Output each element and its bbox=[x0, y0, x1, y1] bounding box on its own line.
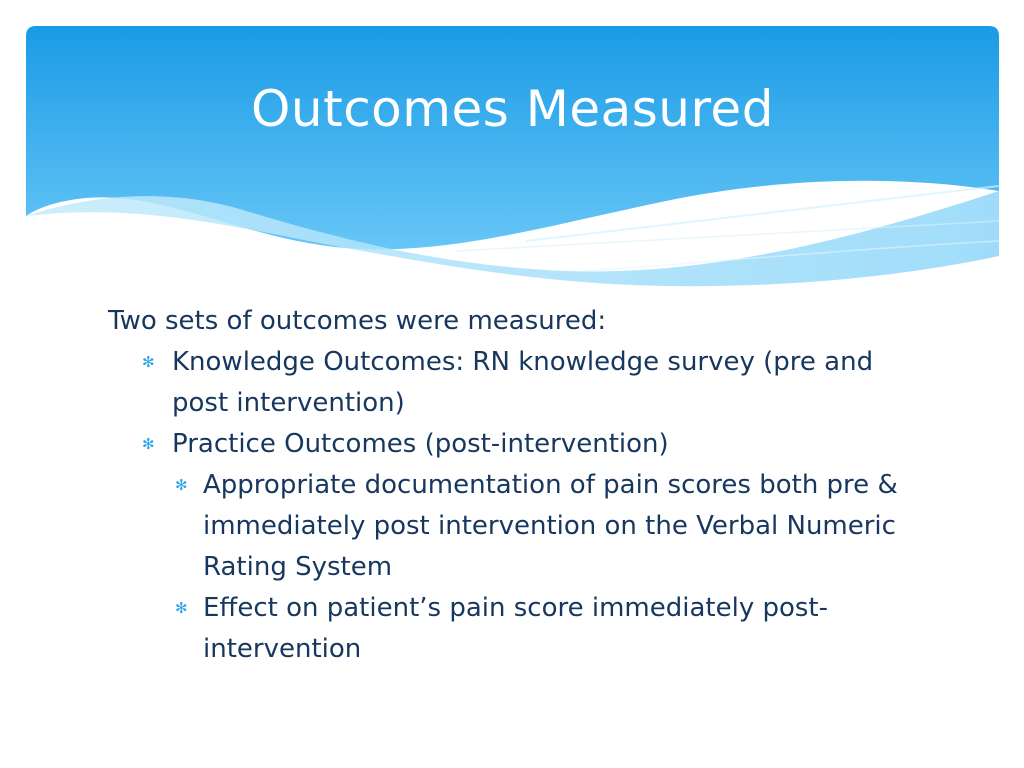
header-wave-graphic bbox=[26, 26, 999, 296]
slide-title: Outcomes Measured bbox=[251, 80, 774, 138]
sub-list-item bbox=[172, 465, 908, 588]
sub-bullet-list bbox=[172, 465, 908, 670]
bullet-list bbox=[108, 342, 908, 670]
header-banner bbox=[26, 26, 999, 296]
asterisk-bullet-icon: ✻ bbox=[142, 435, 155, 453]
slide-body bbox=[108, 301, 908, 670]
sub-list-item-text: Appropriate documentation of pain scores both pre & immediately post intervention on the Verbal Numeric Rating System bbox=[203, 470, 898, 582]
asterisk-bullet-icon: ✻ bbox=[175, 476, 188, 494]
list-item bbox=[108, 424, 908, 670]
sub-list-item bbox=[172, 588, 908, 670]
sub-list-item-text: Effect on patient’s pain score immediately post-intervention bbox=[203, 593, 829, 664]
asterisk-bullet-icon: ✻ bbox=[175, 599, 188, 617]
list-item-text: Practice Outcomes (post-intervention) bbox=[172, 429, 669, 459]
intro-text: Two sets of outcomes were measured: bbox=[108, 306, 607, 336]
list-item-text: Knowledge Outcomes: RN knowledge survey (pre and post intervention) bbox=[172, 347, 874, 418]
list-item bbox=[108, 342, 908, 424]
asterisk-bullet-icon: ✻ bbox=[142, 353, 155, 371]
